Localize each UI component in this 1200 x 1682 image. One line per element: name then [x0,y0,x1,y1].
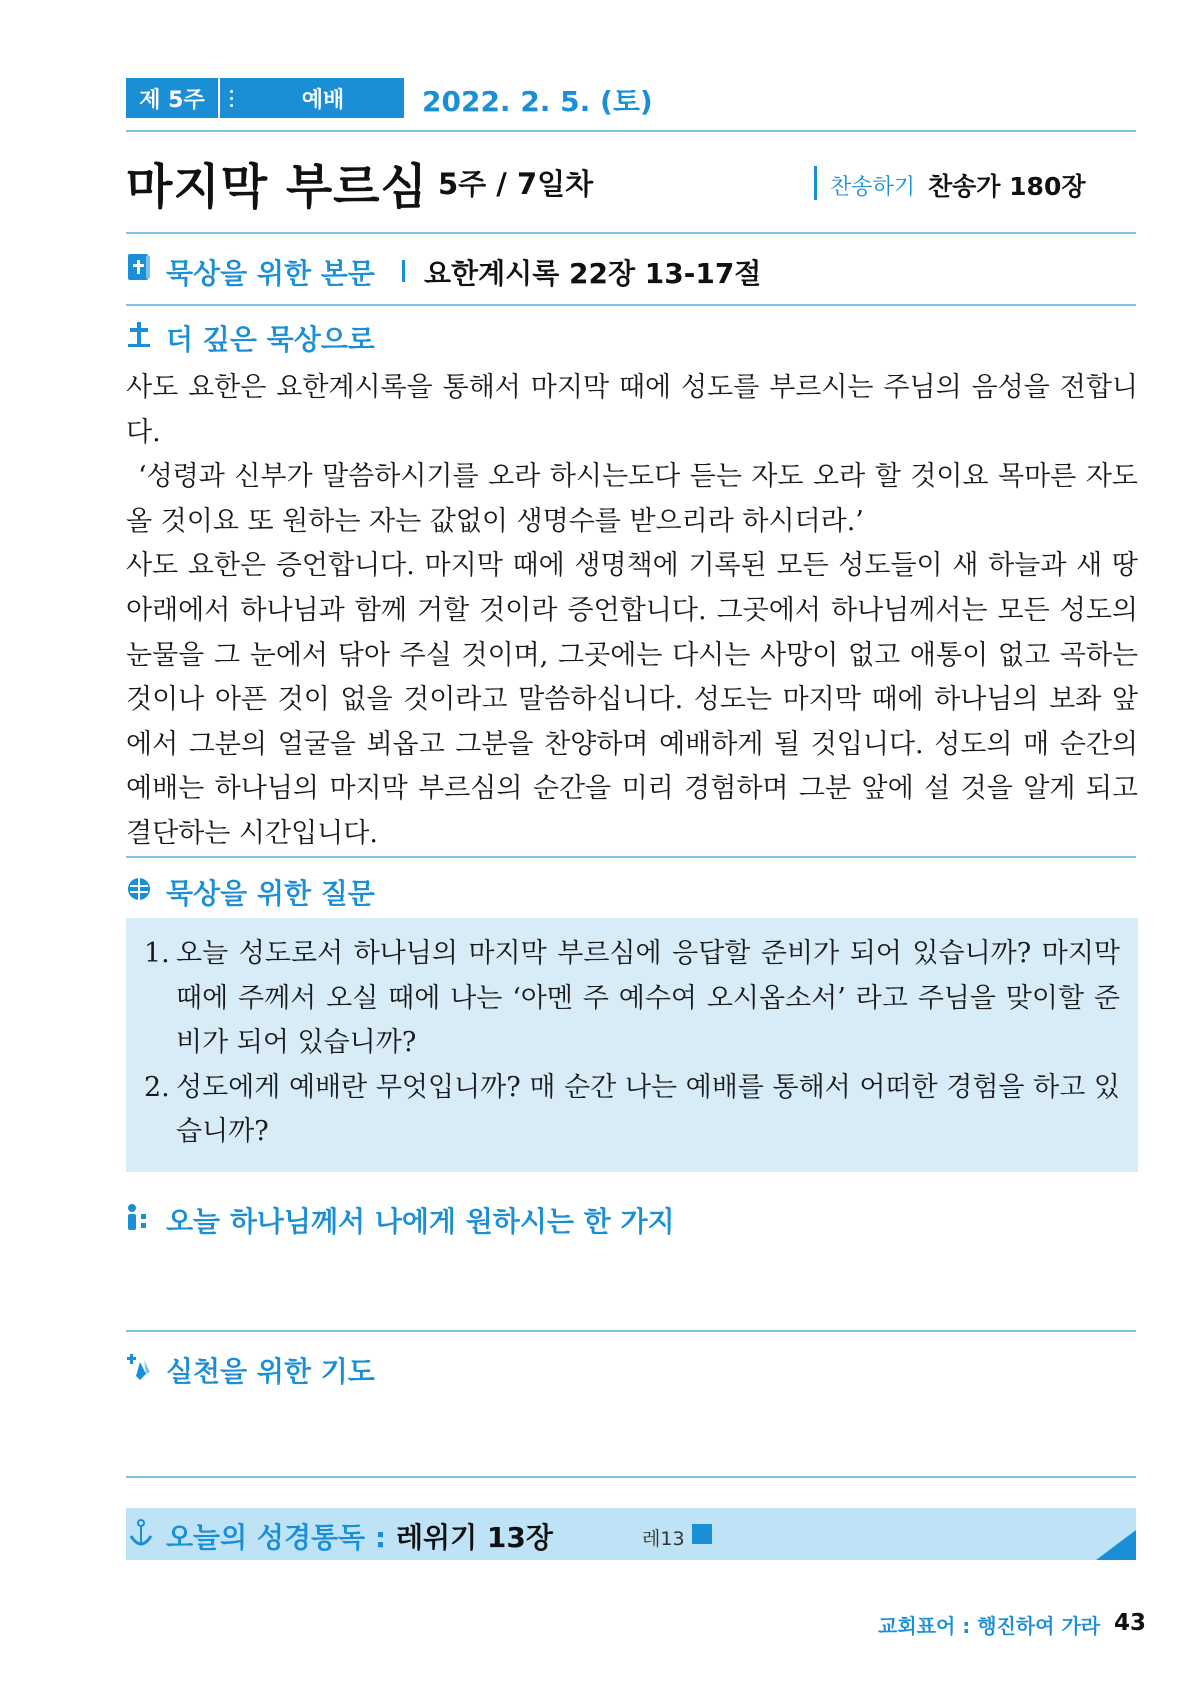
week-label: 제 5주 [139,87,205,113]
questions-list [144,932,1120,1155]
divider [126,856,1136,858]
questions-label: 묵상을 위한 질문 [166,877,375,910]
reading-checkbox [692,1524,712,1544]
prayer-label: 실천을 위한 기도 [166,1355,375,1388]
list-item [144,1066,1120,1155]
question-number: 2. [144,1071,170,1103]
question-text: 성도에게 예배란 무엇입니까? 매 순간 나는 예배를 통해서 어떠한 경험을 하고 있습니까? [176,1071,1120,1148]
badge-dots [220,90,242,107]
one-thing-label: 오늘 하나님께서 나에게 원하시는 한 가지 [166,1205,675,1238]
globe-icon [126,874,152,904]
day-subtitle: 5주 / 7일차 [438,167,594,201]
passage-label: 묵상을 위한 본문 [166,257,375,290]
anchor-icon [128,1518,154,1548]
paragraph: ‘성령과 신부가 말씀하시기를 오라 하시는도다 듣는 자도 오라 할 것이요 목마른 자도 올 것이요 또 원하는 자는 값없이 생명수를 받으리라 하시더라.’ [126,461,1138,537]
reading-value: 레위기 13장 [396,1521,553,1554]
hymn-label: 찬송하기 [830,175,916,200]
person-icon [126,1202,152,1232]
cross-icon [126,320,152,350]
question-text: 오늘 성도로서 하나님의 마지막 부르심에 응답할 준비가 되어 있습니까? 마지막 때에 주께서 오실 때에 나는 ‘아멘 주 예수여 오시옵소서’ 라고 주님을 맞이할 준비가 되어 있습니까? [176,938,1120,1059]
page-title: 마지막 부르심 [126,159,428,215]
questions-box [126,918,1138,1172]
paragraph: 사도 요한은 증언합니다. 마지막 때에 생명책에 기록된 모든 성도들이 새 하늘과 새 땅 아래에서 하나님과 함께 거할 것이라 증언합니다. 그곳에서 하나님께서는 모든 성도의 눈물을 그 눈에서 닦아 주실 것이며, 그곳에는 다시는 사망이 없고 애통이 없고 곡하는 것이나 아픈 것이 없을 것이라고 말씀하십니다. 성도는 마지막 때에 하나님의 보좌 앞에서 그분의 얼굴을 뵈옵고 그분을 찬양하며 예배하게 될 것입니다. 성도의 매 순간의 예배는 하나님의 마지막 부르심의 순간을 미리 경험하며 그분 앞에 설 것을 알게 되고 결단하는 시간입니다. [126,550,1138,849]
paragraph: 사도 요한은 요한계시록을 통해서 마지막 때에 성도를 부르시는 주님의 음성을 전합니다. [126,372,1138,448]
bible-icon [126,252,152,282]
hymn-value: 찬송가 180장 [928,172,1086,201]
topic-label: 예배 [301,87,345,113]
passage-divider [402,260,405,282]
church-motto: 교회표어 : 행진하여 가라 [878,1614,1101,1638]
divider [126,304,1136,306]
passage-value: 요한계시록 22장 13-17절 [424,257,762,290]
meditation-text [126,366,1138,857]
week-badge [126,78,404,118]
divider [126,1476,1136,1478]
question-number: 1. [144,938,170,969]
date: 2022. 2. 5. (토) [422,85,653,118]
divider [126,130,1136,132]
reading-code: 레13 [642,1528,685,1550]
divider [126,1330,1136,1332]
hymn-divider [814,166,817,200]
reading-label: 오늘의 성경통독 : [166,1521,387,1554]
deeper-label: 더 깊은 묵상으로 [166,323,375,356]
praying-hands-icon [126,1352,152,1382]
page-number: 43 [1114,1610,1147,1636]
divider [126,232,1136,234]
list-item [144,932,1120,1066]
corner-triangle-icon [1096,1530,1136,1560]
